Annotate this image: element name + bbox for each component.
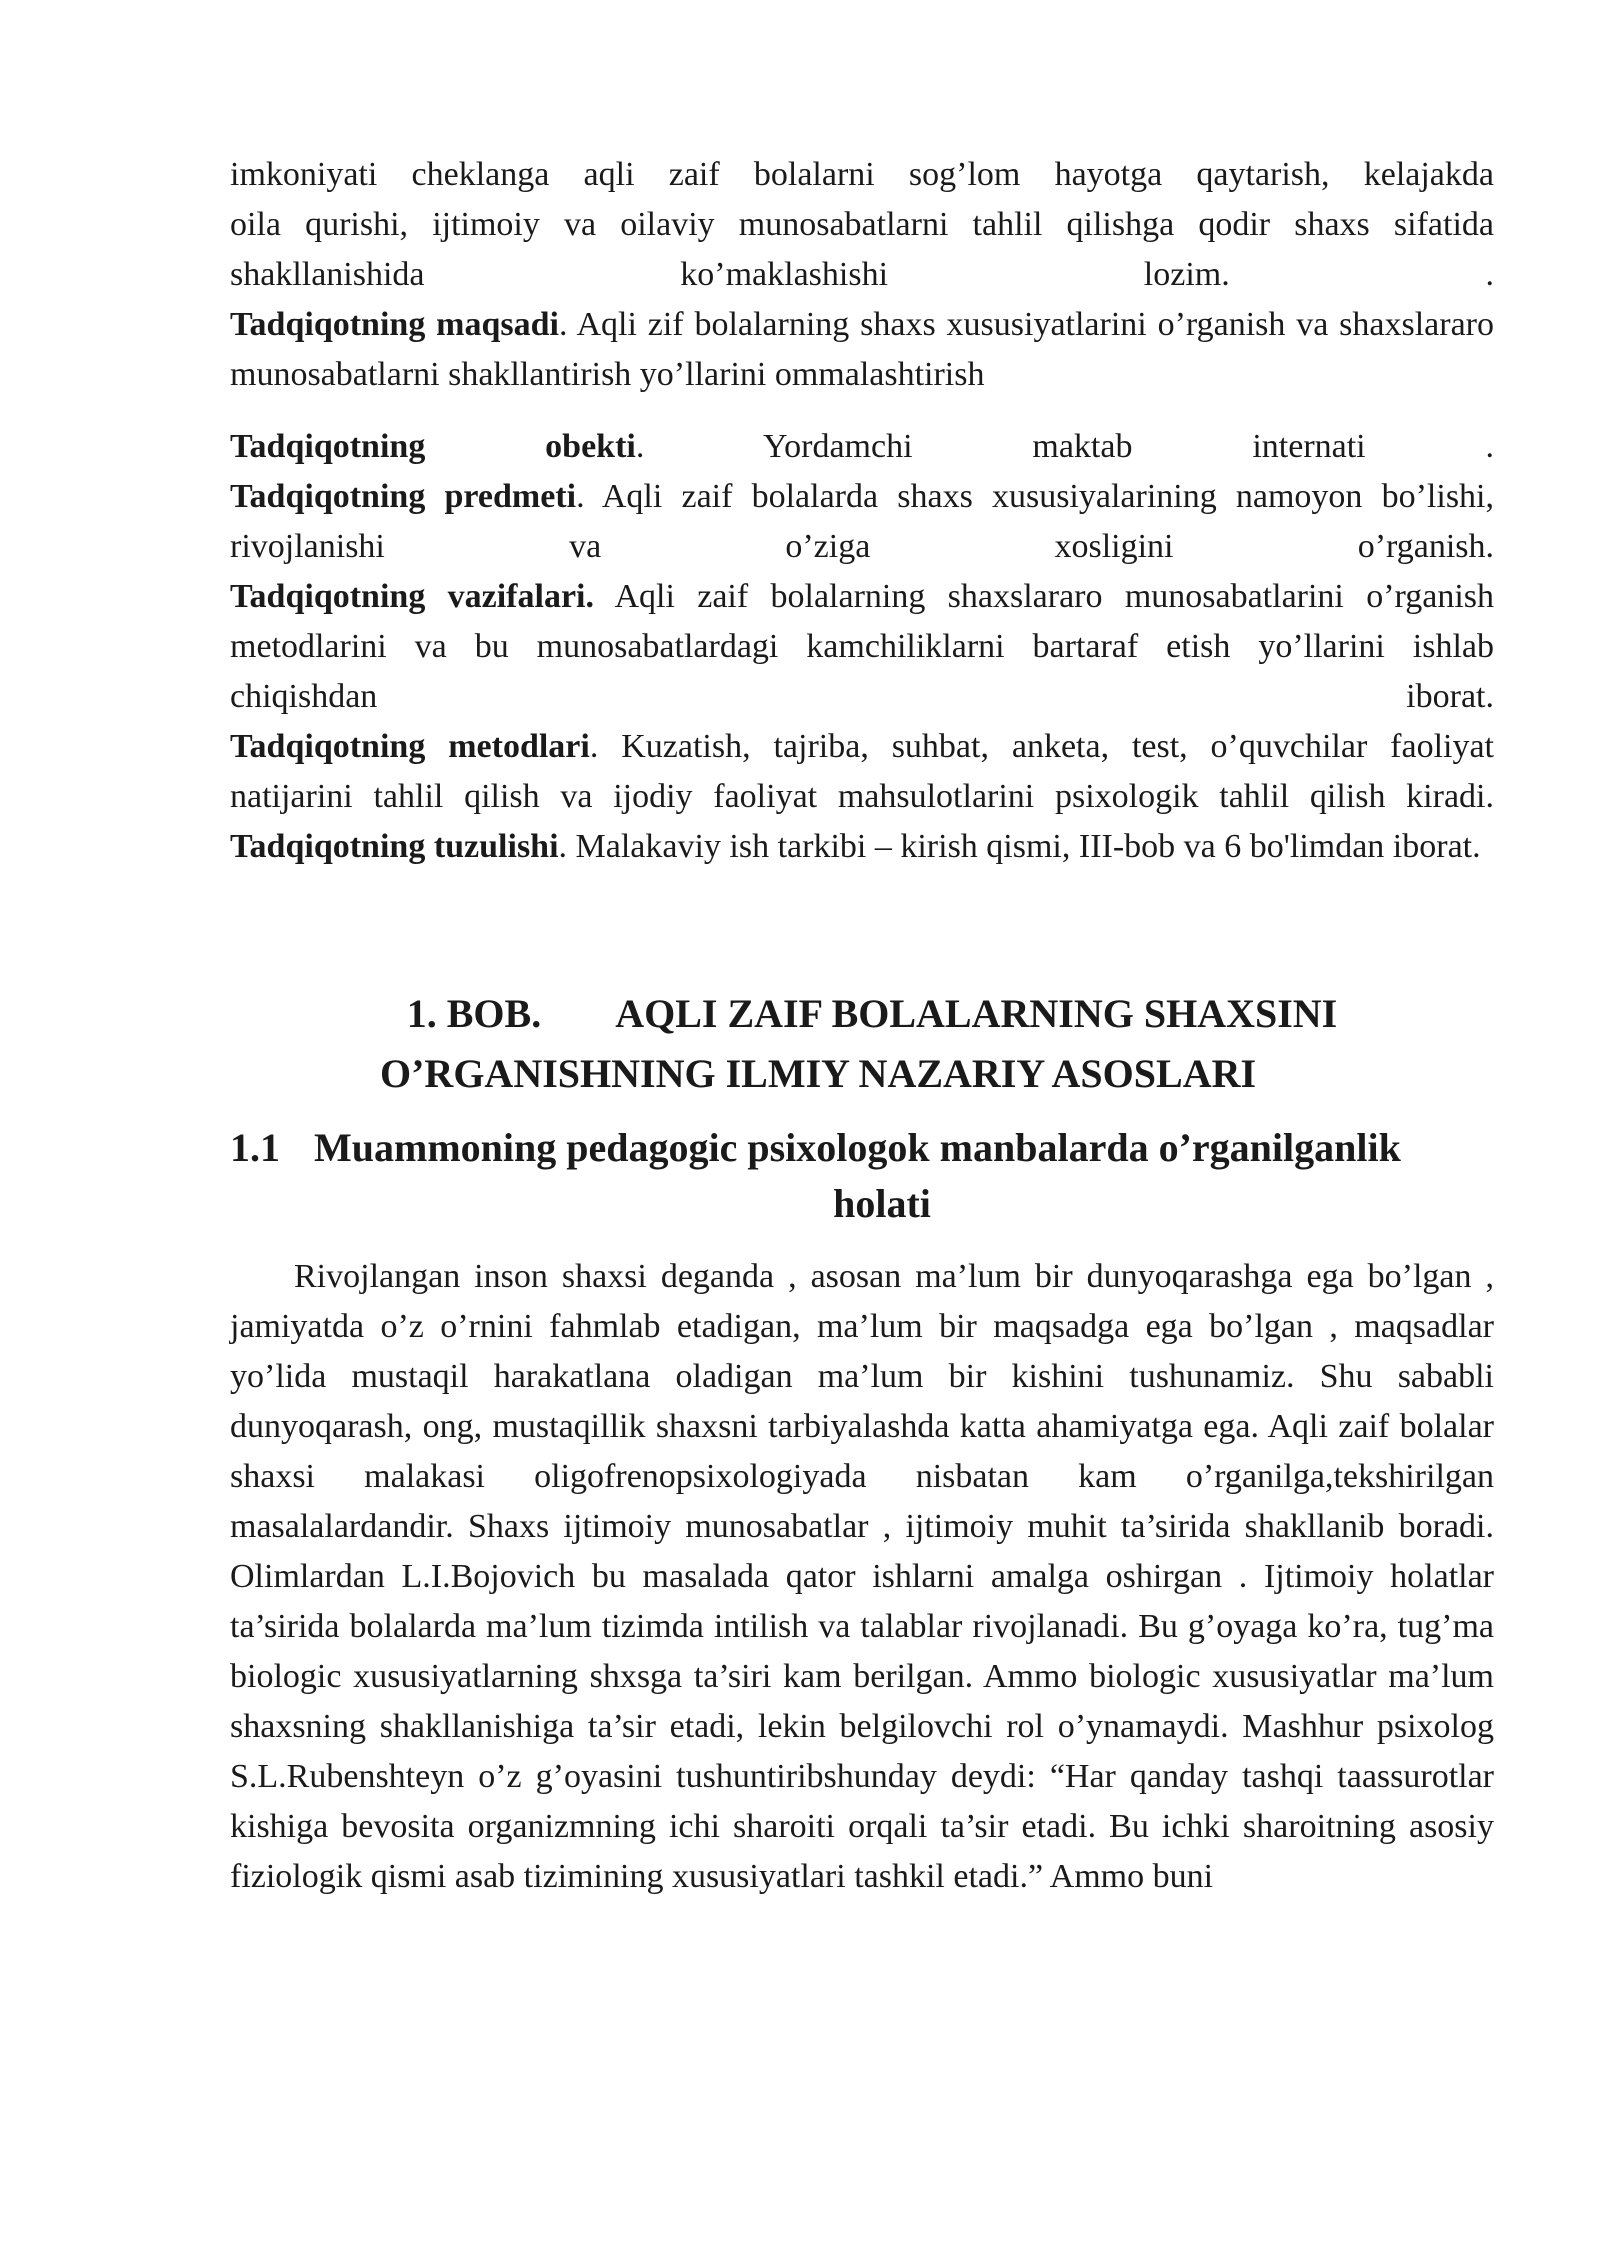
research-object-label: Tadqiqotning obekti [230, 428, 636, 465]
research-methods-paragraph [230, 722, 1494, 822]
research-subject-paragraph [230, 472, 1494, 572]
research-tasks-text: Aqli zaif bolalarning shaxslararo munosabatlarini o’rganish metodlarini va bu munosabatlardagi kamchiliklarni bartaraf etish yo’llarini ishlab chiqishdan iborat. [230, 578, 1495, 715]
research-methods-label: Tadqiqotning metodlari [230, 728, 590, 765]
research-aim-text: . Aqli zif bolalarning shaxs xususiyatlarini o’rganish va shaxslararo munosabatlarni shakllantirish yo’llarini ommalashtirish [230, 306, 1494, 393]
section-number: 1.1 [230, 1125, 280, 1170]
research-object-text: . Yordamchi maktab internati . [635, 428, 1494, 465]
intro-line-3: shakllanishida ko’maklashishi lozim. . [230, 256, 1494, 293]
research-methods-text: . Kuzatish, tajriba, suhbat, anketa, test, o’quvchilar faoliyat natijarini tahlil qilish va ijodiy faoliyat mahsulotlarini psixologik tahlil qilish kiradi. [230, 728, 1495, 815]
research-subject-text: . Aqli zaif bolalarda shaxs xususiyalarining namoyon bo’lishi, rivojlanishi va o’ziga xosligini o’rganish. [230, 478, 1494, 565]
research-structure-paragraph [230, 822, 1494, 872]
section-title-line-2: holati [833, 1181, 931, 1226]
chapter-heading [230, 984, 1494, 1104]
research-subject-label: Tadqiqotning predmeti [230, 478, 577, 515]
intro-line-2: oila qurishi, ijtimoiy va oilaviy munosabatlarni tahlil qilishga qodir shaxs sifatida [230, 206, 1494, 243]
research-tasks-paragraph [230, 572, 1494, 722]
research-structure-text: . Malakaviy ish tarkibi – kirish qismi, III-bob va 6 bo'limdan iborat. [558, 828, 1481, 865]
section-title-line-1: Muammoning pedagogic psixologok manbalarda o’rganilganlik [314, 1125, 1401, 1170]
research-aim-label: Tadqiqotning maqsadi [230, 306, 559, 343]
intro-line-1: imkoniyati cheklanga aqli zaif bolalarni sog’lom hayotga qaytarish, kelajakda [230, 156, 1494, 193]
research-aim-paragraph [230, 300, 1494, 400]
chapter-title-line-2: O’RGANISHNING ILMIY NAZARIY ASOSLARI [380, 1051, 1257, 1096]
research-object-paragraph [230, 422, 1494, 472]
document-page [230, 150, 1494, 1902]
section-heading [230, 1120, 1494, 1232]
research-tasks-label: Tadqiqotning vazifalari. [230, 578, 594, 615]
body-paragraph: Rivojlangan inson shaxsi deganda , asosan ma’lum bir dunyoqarashga ega bo’lgan , jamiyatda o’z o’rnini fahmlab etadigan, ma’lum bir maqsadga ega bo’lgan , maqsadlar yo’lida mustaqil harakatlana oladigan ma’lum bir kishini tushunamiz. Shu sababli dunyoqarash, ong, mustaqillik shaxsni tarbiyalashda katta ahamiyatga ega. Aqli zaif bolalar shaxsi malakasi oligofrenopsixologiyada nisbatan kam o’rganilga,tekshirilgan masalalardandir. Shaxs ijtimoiy munosabatlar , ijtimoiy muhit ta’sirida shakllanib boradi. Olimlardan L.I.Bojovich bu masalada qator ishlarni amalga oshirgan . Ijtimoiy holatlar ta’sirida bolalarda ma’lum tizimda intilish va talablar rivojlanadi. Bu g’oyaga ko’ra, tug’ma biologic xususiyatlarning shxsga ta’siri kam berilgan. Ammo biologic xususiyatlar ma’lum shaxsning shakllanishiga ta’sir etadi, lekin belgilovchi rol o’ynamaydi. Mashhur psixolog S.L.Rubenshteyn o’z g’oyasini tushuntiribshunday deydi: “Har qanday tashqi taassurotlar kishiga bevosita organizmning ichi sharoiti orqali ta’sir etadi. Bu ichki sharoitning asosiy fiziologik qismi asab tizimining xususiyatlari tashkil etadi.” Ammo buni [230, 1258, 1494, 1895]
chapter-number: 1. BOB. [406, 991, 542, 1036]
chapter-title-line-1: AQLI ZAIF BOLALARNING SHAXSINI [615, 991, 1338, 1036]
research-structure-label: Tadqiqotning tuzulishi [230, 828, 559, 865]
